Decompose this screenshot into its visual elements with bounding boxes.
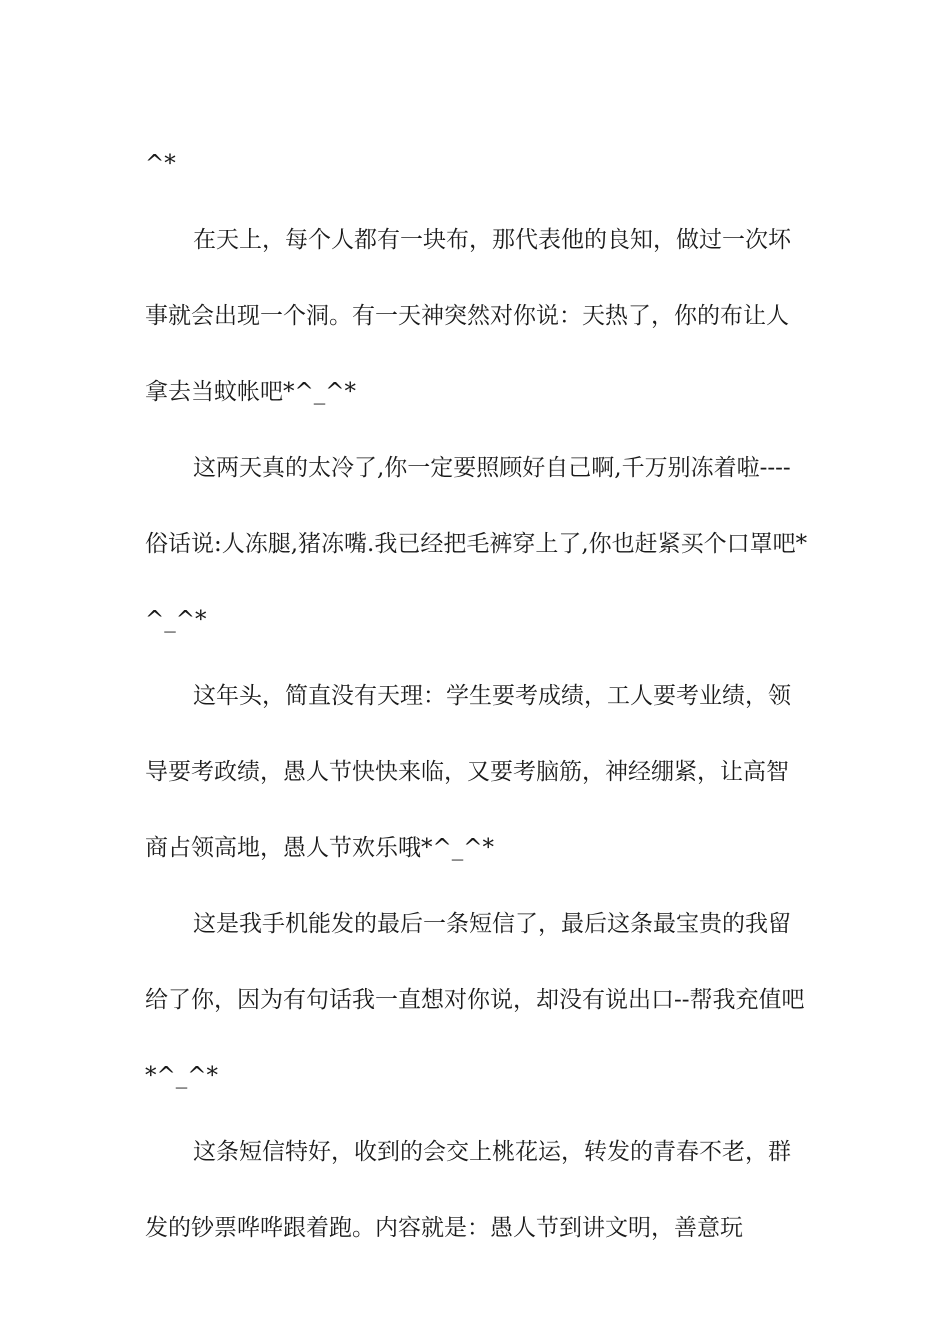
paragraph-lucky-message: 这条短信特好，收到的会交上桃花运，转发的青春不老，群发的钞票哗哗跟着跑。内容就是：愚人节到讲文明，善意玩: [145, 1139, 791, 1241]
paragraph-cold-weather: 这两天真的太冷了,你一定要照顾好自己啊,千万别冻着啦----俗话说:人冻腿,猪冻嘴.我已经把毛裤穿上了,你也赶紧买个口罩吧*^_^*: [145, 455, 808, 633]
paragraph-april-fools-exam: 这年头，简直没有天理：学生要考成绩，工人要考业绩，领导要考政绩，愚人节快快来临，又要考脑筋，神经绷紧，让高智商占领高地，愚人节欢乐哦*^_^*: [145, 683, 791, 861]
paragraph-last-message: 这是我手机能发的最后一条短信了，最后这条最宝贵的我留给了你，因为有句话我一直想对你说，却没有说出口--帮我充值吧*^_^*: [145, 911, 805, 1089]
paragraph-cloth-conscience: 在天上，每个人都有一块布，那代表他的良知，做过一次坏事就会出现一个洞。有一天神突然对你说：天热了，你的布让人拿去当蚊帐吧*^_^*: [145, 227, 791, 405]
paragraph-fragment: ^*: [145, 151, 176, 177]
document-body: [145, 126, 810, 1266]
